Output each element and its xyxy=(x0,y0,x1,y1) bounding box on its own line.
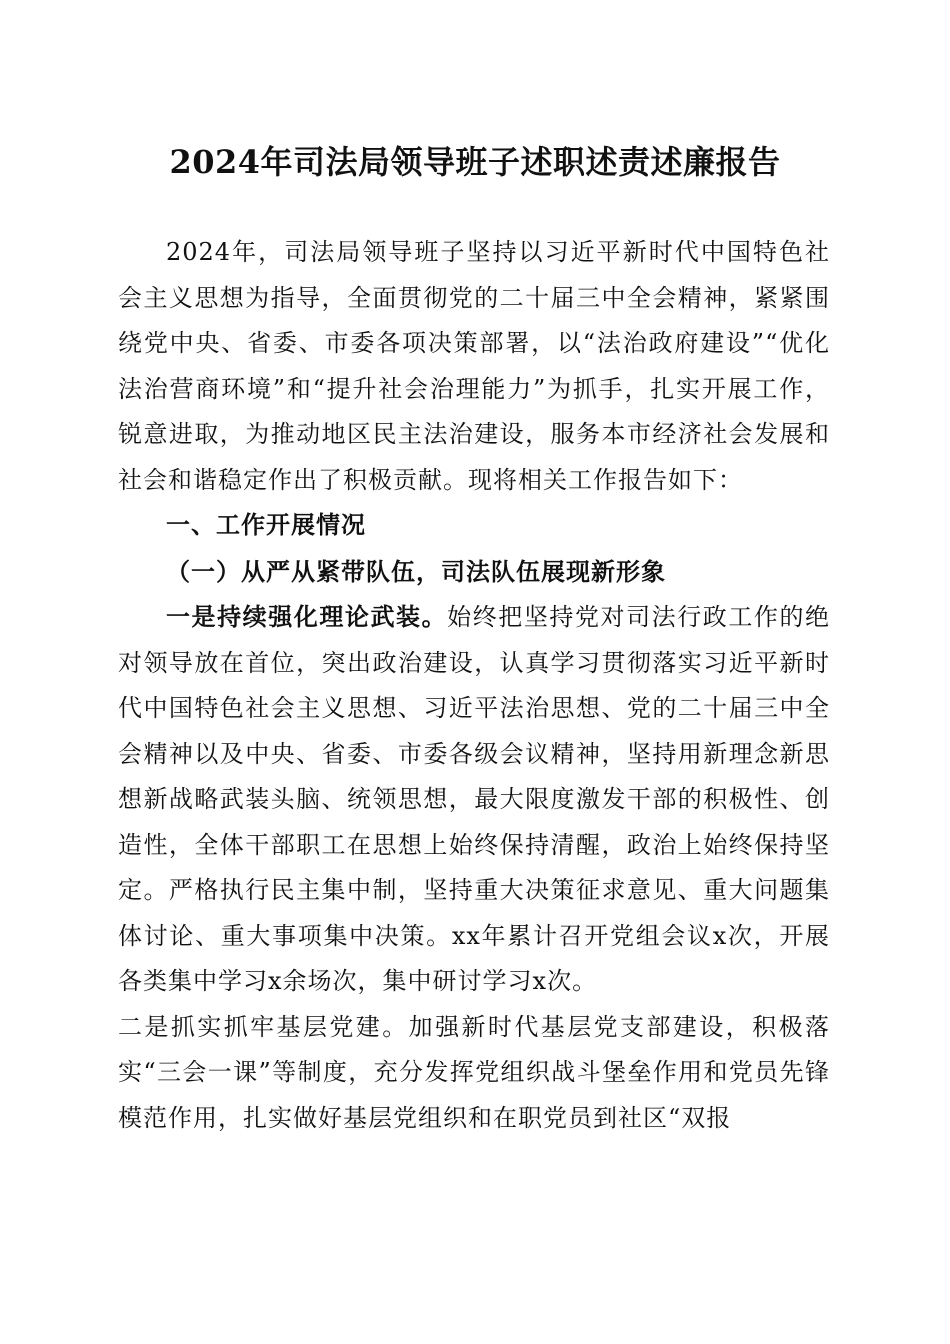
point-one-text: 始终把坚持党对司法行政工作的绝对领导放在首位，突出政治建设，认真学习贯彻落实习近平新时代中国特色社会主义思想、习近平法治思想、党的二十届三中全会精神以及中央、省委、市委各级会议精神，坚持用新理念新思想新战略武装头脑、统领思想，最大限度激发干部的积极性、创造性，全体干部职工在思想上始终保持清醒，政治上始终保持坚定。严格执行民主集中制，坚持重大决策征求意见、重大问题集体讨论、重大事项集中决策。xx年累计召开党组会议x次，开展各类集中学习x余场次，集中研讨学习x次。 xyxy=(118,603,831,995)
point-one-lead: 一是持续强化理论武装。 xyxy=(166,602,448,631)
point-two-paragraph: 二是抓实抓牢基层党建。加强新时代基层党支部建设，积极落实“三会一课”等制度，充分发挥党组织战斗堡垒作用和党员先锋模范作用，扎实做好基层党组织和在职党员到社区“双报 xyxy=(118,1012,830,1132)
document-body xyxy=(118,230,830,1141)
intro-paragraph: 2024年，司法局领导班子坚持以习近平新时代中国特色社会主义思想为指导，全面贯彻党的二十届三中全会精神，紧紧围绕党中央、省委、市委各项决策部署，以“法治政府建设”“优化法治营商环境”和“提升社会治理能力”为抓手，扎实开展工作，锐意进取，为推动地区民主法治建设，服务本市经济社会发展和社会和谐稳定作出了积极贡献。现将相关工作报告如下： xyxy=(118,238,830,494)
point-one-paragraph xyxy=(118,594,830,1005)
subsection-heading: （一）从严从紧带队伍，司法队伍展现新形象 xyxy=(166,556,666,586)
section-heading: 一、工作开展情况 xyxy=(166,511,366,539)
document-title: 2024年司法局领导班子述职述责述廉报告 xyxy=(169,143,781,181)
